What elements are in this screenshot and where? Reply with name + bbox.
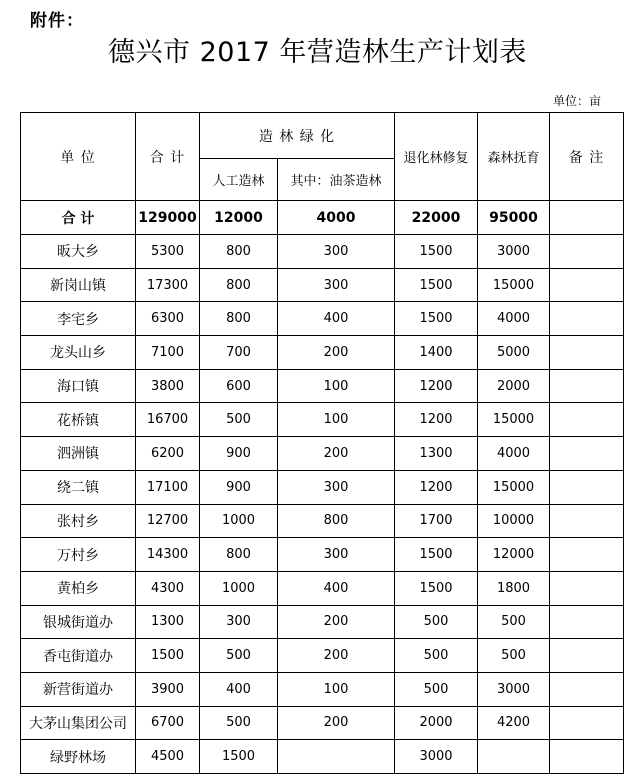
document-title: 德兴市 2017 年营造林生产计划表	[108, 37, 527, 68]
cell-oil-tea: 300	[278, 268, 395, 302]
table-row	[21, 268, 624, 302]
cell-remark	[550, 336, 624, 370]
cell-degraded-repair: 1500	[395, 268, 478, 302]
cell-unit: 泗洲镇	[21, 437, 136, 471]
cell-total: 1500	[136, 639, 200, 673]
cell-total: 14300	[136, 538, 200, 572]
cell-remark	[550, 538, 624, 572]
cell-total: 12700	[136, 504, 200, 538]
cell-unit: 绕二镇	[21, 470, 136, 504]
cell-oil-tea: 100	[278, 672, 395, 706]
cell-unit: 龙头山乡	[21, 336, 136, 370]
cell-tending: 15000	[478, 403, 550, 437]
cell-oil-tea: 200	[278, 639, 395, 673]
table-row	[21, 470, 624, 504]
total-artificial: 12000	[200, 201, 278, 235]
cell-unit: 万村乡	[21, 538, 136, 572]
cell-total: 5300	[136, 235, 200, 269]
cell-artificial: 1000	[200, 504, 278, 538]
table-row	[21, 538, 624, 572]
cell-artificial: 500	[200, 639, 278, 673]
cell-artificial: 500	[200, 403, 278, 437]
cell-degraded-repair: 1200	[395, 403, 478, 437]
cell-oil-tea: 200	[278, 336, 395, 370]
cell-oil-tea: 300	[278, 470, 395, 504]
cell-total: 6200	[136, 437, 200, 471]
cell-unit: 新营街道办	[21, 672, 136, 706]
cell-tending: 12000	[478, 538, 550, 572]
cell-remark	[550, 437, 624, 471]
cell-tending: 10000	[478, 504, 550, 538]
cell-oil-tea: 800	[278, 504, 395, 538]
cell-remark	[550, 672, 624, 706]
cell-remark	[550, 706, 624, 740]
unit-note: 单位：亩	[552, 94, 601, 108]
plan-table	[20, 112, 624, 774]
cell-artificial: 400	[200, 672, 278, 706]
cell-oil-tea: 400	[278, 302, 395, 336]
table-row	[21, 369, 624, 403]
cell-degraded-repair: 1200	[395, 369, 478, 403]
table-row	[21, 706, 624, 740]
cell-remark	[550, 571, 624, 605]
header-unit: 单 位	[21, 113, 136, 201]
cell-degraded-repair: 500	[395, 605, 478, 639]
cell-unit: 银城街道办	[21, 605, 136, 639]
cell-artificial: 1000	[200, 571, 278, 605]
cell-total: 6300	[136, 302, 200, 336]
cell-tending: 5000	[478, 336, 550, 370]
cell-total: 17100	[136, 470, 200, 504]
cell-unit: 李宅乡	[21, 302, 136, 336]
header-oil-tea: 其中：油茶造林	[278, 159, 395, 201]
cell-artificial: 900	[200, 470, 278, 504]
total-remark	[550, 201, 624, 235]
cell-remark	[550, 235, 624, 269]
cell-remark	[550, 369, 624, 403]
cell-artificial: 500	[200, 706, 278, 740]
cell-total: 4300	[136, 571, 200, 605]
table-row	[21, 336, 624, 370]
cell-degraded-repair: 1500	[395, 302, 478, 336]
cell-oil-tea	[278, 740, 395, 774]
cell-tending: 500	[478, 605, 550, 639]
cell-oil-tea: 200	[278, 706, 395, 740]
cell-degraded-repair: 1400	[395, 336, 478, 370]
cell-total: 7100	[136, 336, 200, 370]
table-row	[21, 437, 624, 471]
cell-unit: 昄大乡	[21, 235, 136, 269]
cell-unit: 张村乡	[21, 504, 136, 538]
cell-degraded-repair: 2000	[395, 706, 478, 740]
table-row	[21, 504, 624, 538]
cell-oil-tea: 400	[278, 571, 395, 605]
cell-tending: 500	[478, 639, 550, 673]
cell-degraded-repair: 1500	[395, 571, 478, 605]
cell-oil-tea: 100	[278, 369, 395, 403]
cell-tending: 15000	[478, 268, 550, 302]
cell-unit: 花桥镇	[21, 403, 136, 437]
cell-tending: 4000	[478, 302, 550, 336]
cell-oil-tea: 200	[278, 605, 395, 639]
cell-unit: 黄柏乡	[21, 571, 136, 605]
cell-tending: 3000	[478, 235, 550, 269]
cell-unit: 绿野林场	[21, 740, 136, 774]
cell-artificial: 900	[200, 437, 278, 471]
cell-artificial: 800	[200, 268, 278, 302]
table-row	[21, 740, 624, 774]
cell-remark	[550, 740, 624, 774]
cell-degraded-repair: 1200	[395, 470, 478, 504]
attachment-label: 附件：	[30, 11, 84, 31]
cell-oil-tea: 300	[278, 235, 395, 269]
cell-remark	[550, 470, 624, 504]
header-degraded-repair: 退化林修复	[395, 113, 478, 201]
cell-degraded-repair: 500	[395, 639, 478, 673]
table-row	[21, 571, 624, 605]
header-total: 合 计	[136, 113, 200, 201]
cell-unit: 香屯街道办	[21, 639, 136, 673]
table-row	[21, 639, 624, 673]
cell-degraded-repair: 1700	[395, 504, 478, 538]
cell-artificial: 800	[200, 538, 278, 572]
cell-total: 16700	[136, 403, 200, 437]
cell-artificial: 600	[200, 369, 278, 403]
table-row	[21, 605, 624, 639]
cell-remark	[550, 605, 624, 639]
total-tending: 95000	[478, 201, 550, 235]
cell-artificial: 1500	[200, 740, 278, 774]
header-tending: 森林抚育	[478, 113, 550, 201]
header-remark: 备 注	[550, 113, 624, 201]
cell-total: 3800	[136, 369, 200, 403]
cell-remark	[550, 504, 624, 538]
table-row	[21, 235, 624, 269]
cell-artificial: 300	[200, 605, 278, 639]
cell-oil-tea: 200	[278, 437, 395, 471]
cell-unit: 大茅山集团公司	[21, 706, 136, 740]
cell-unit: 新岗山镇	[21, 268, 136, 302]
cell-remark	[550, 403, 624, 437]
cell-tending: 1800	[478, 571, 550, 605]
cell-tending: 3000	[478, 672, 550, 706]
cell-artificial: 800	[200, 235, 278, 269]
cell-total: 4500	[136, 740, 200, 774]
header-afforestation: 造 林 绿 化	[200, 113, 395, 159]
cell-degraded-repair: 3000	[395, 740, 478, 774]
total-unit: 合 计	[21, 201, 136, 235]
total-row	[21, 201, 624, 235]
table-row	[21, 403, 624, 437]
cell-tending: 4000	[478, 437, 550, 471]
cell-degraded-repair: 1500	[395, 235, 478, 269]
cell-tending: 4200	[478, 706, 550, 740]
cell-artificial: 800	[200, 302, 278, 336]
cell-remark	[550, 268, 624, 302]
cell-oil-tea: 100	[278, 403, 395, 437]
cell-tending: 15000	[478, 470, 550, 504]
cell-total: 1300	[136, 605, 200, 639]
table-row	[21, 302, 624, 336]
total-degraded-repair: 22000	[395, 201, 478, 235]
cell-tending: 2000	[478, 369, 550, 403]
cell-oil-tea: 300	[278, 538, 395, 572]
cell-degraded-repair: 1300	[395, 437, 478, 471]
cell-degraded-repair: 500	[395, 672, 478, 706]
cell-degraded-repair: 1500	[395, 538, 478, 572]
cell-artificial: 700	[200, 336, 278, 370]
cell-total: 17300	[136, 268, 200, 302]
cell-unit: 海口镇	[21, 369, 136, 403]
header-artificial: 人工造林	[200, 159, 278, 201]
cell-total: 3900	[136, 672, 200, 706]
table-row	[21, 672, 624, 706]
cell-tending	[478, 740, 550, 774]
total-oil-tea: 4000	[278, 201, 395, 235]
cell-total: 6700	[136, 706, 200, 740]
total-total: 129000	[136, 201, 200, 235]
cell-remark	[550, 302, 624, 336]
cell-remark	[550, 639, 624, 673]
